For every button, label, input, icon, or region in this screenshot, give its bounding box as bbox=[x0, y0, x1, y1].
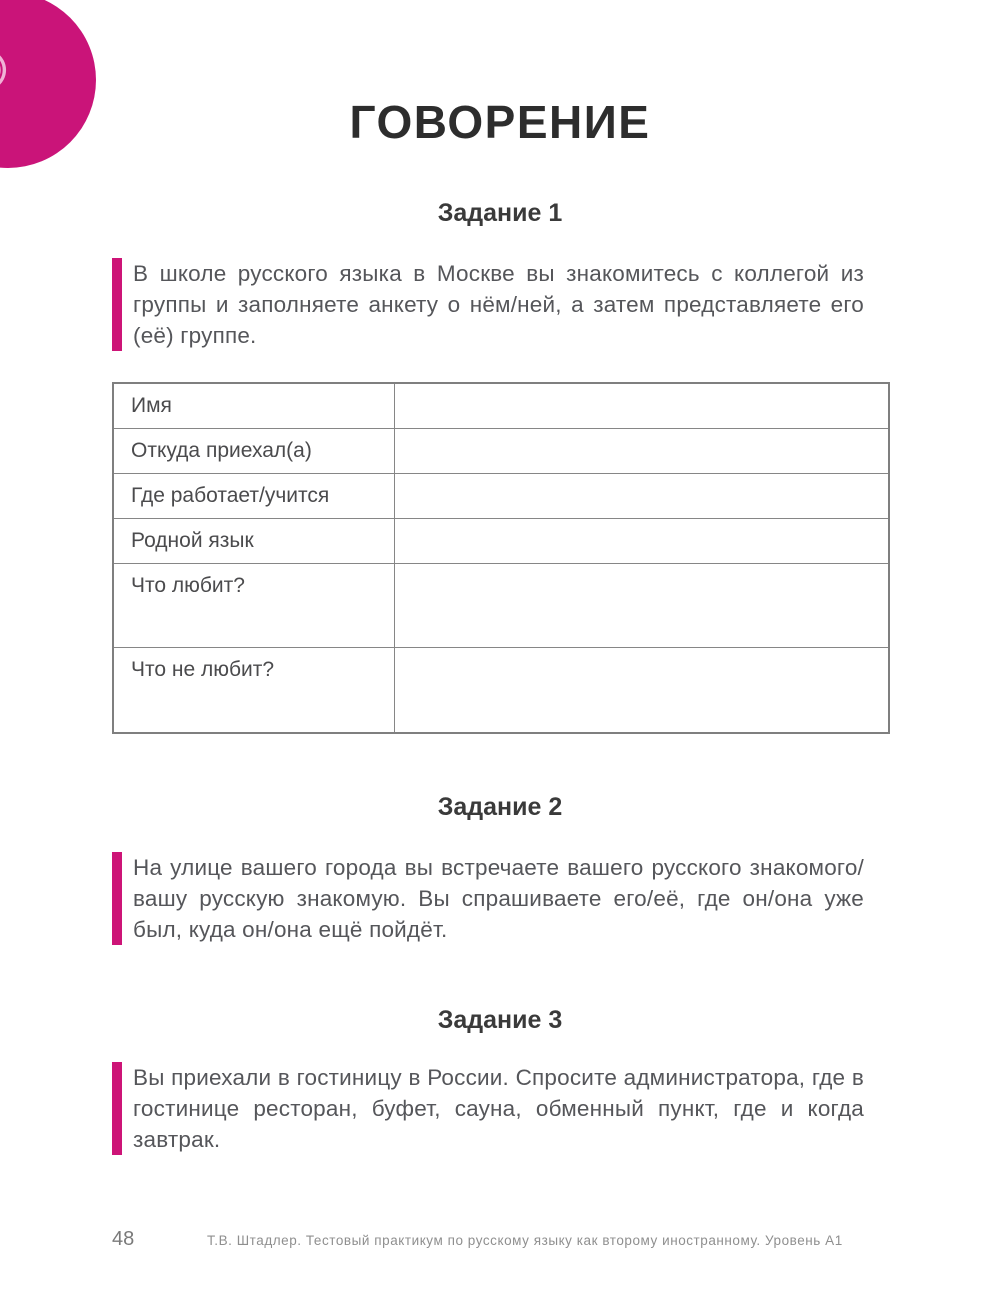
table-row bbox=[113, 473, 889, 518]
row-value-blank[interactable] bbox=[394, 563, 889, 647]
task-2-instructions: На улице вашего города вы встречаете вашего русского знакомого/вашу русскую знакомую. Вы спрашиваете его/её, где он/она уже был, куда он/она ещё пойдёт. bbox=[112, 852, 864, 945]
table-row bbox=[113, 428, 889, 473]
row-value-blank[interactable] bbox=[394, 518, 889, 563]
book-citation: Т.В. Штадлер. Тестовый практикум по русскому языку как второму иностранному. Уровень А1 bbox=[207, 1233, 843, 1248]
table-row bbox=[113, 647, 889, 733]
row-value-blank[interactable] bbox=[394, 473, 889, 518]
table-row bbox=[113, 518, 889, 563]
row-label: Где работает/учится bbox=[113, 473, 394, 518]
page-number: 48 bbox=[112, 1228, 135, 1250]
page-title: ГОВОРЕНИЕ bbox=[349, 96, 651, 148]
task-1-instructions: В школе русского языка в Москве вы знакомитесь с коллегой из группы и заполняете анкету о нём/ней, а затем представляете его (её) группе. bbox=[112, 258, 864, 351]
row-label: Что любит? bbox=[113, 563, 394, 647]
questionnaire-table bbox=[112, 382, 890, 734]
row-label: Родной язык bbox=[113, 518, 394, 563]
speaking-person-icon bbox=[0, 54, 16, 100]
task-1-heading: Задание 1 bbox=[437, 199, 563, 227]
row-value-blank[interactable] bbox=[394, 428, 889, 473]
table-row bbox=[113, 383, 889, 428]
page-footer bbox=[0, 1228, 1000, 1254]
table-row bbox=[113, 563, 889, 647]
task-3-instructions: Вы приехали в гостиницу в России. Спросите администратора, где в гостинице ресторан, буфет, сауна, обменный пункт, где и когда завтрак. bbox=[112, 1062, 864, 1155]
row-label: Имя bbox=[113, 383, 394, 428]
task-2-heading: Задание 2 bbox=[437, 793, 563, 821]
row-label: Что не любит? bbox=[113, 647, 394, 733]
row-value-blank[interactable] bbox=[394, 383, 889, 428]
row-value-blank[interactable] bbox=[394, 647, 889, 733]
row-label: Откуда приехал(а) bbox=[113, 428, 394, 473]
task-3-heading: Задание 3 bbox=[437, 1006, 563, 1034]
